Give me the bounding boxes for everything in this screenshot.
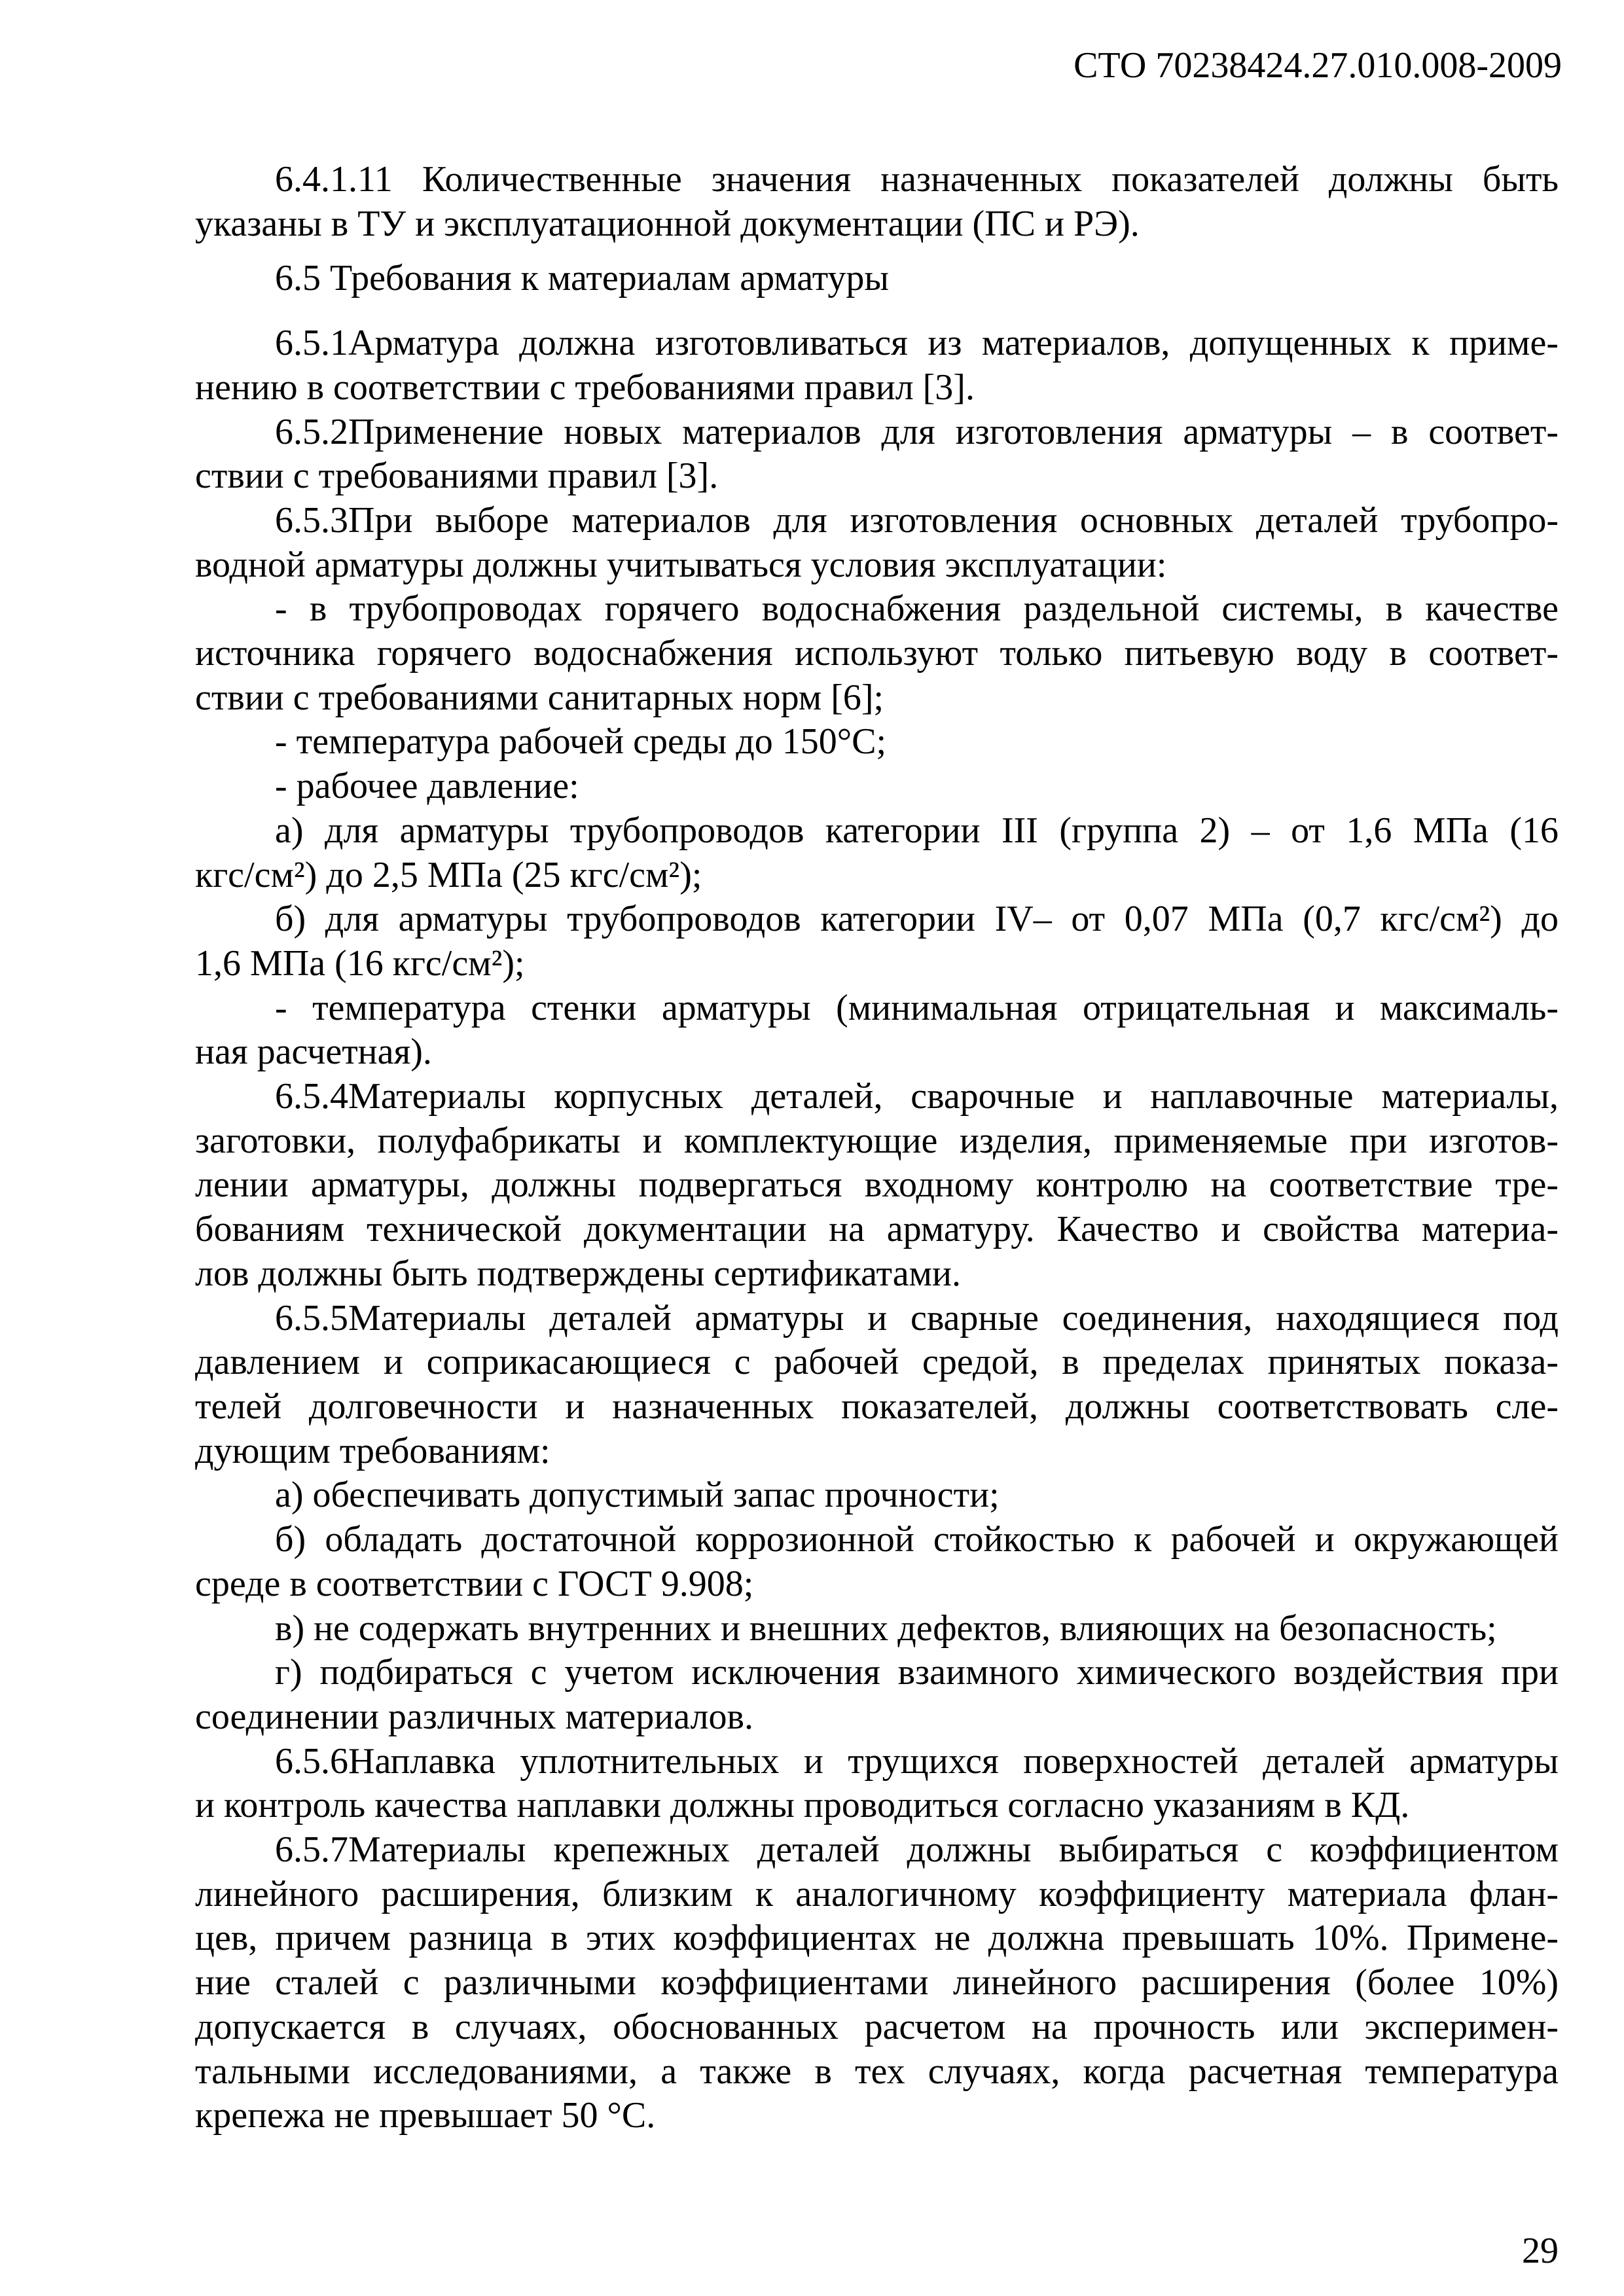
text-line: крепежа не превышает 50 °С.: [195, 2095, 656, 2136]
text-line: - температура рабочей среды до 150°С;: [275, 721, 887, 762]
paragraph: [195, 720, 1559, 764]
text-line: цев, причем разница в этих коэффициентах не должна превышать 10%. Примене-: [195, 1918, 1559, 1959]
paragraph: [195, 1740, 1559, 1828]
text-line: ная расчетная).: [195, 1031, 432, 1073]
text-line: 6.5.6Наплавка уплотнительных и трущихся поверхностей деталей арматуры: [275, 1740, 1559, 1782]
text-line: г) подбираться с учетом исключения взаимного химического воздействия при: [275, 1652, 1559, 1693]
text-line: 6.5.1Арматура должна изготовливаться из материалов, допущенных к приме-: [275, 323, 1559, 364]
text-line: б) обладать достаточной коррозионной стойкостью к рабочей и окружающей: [275, 1519, 1559, 1560]
paragraph: [195, 1518, 1559, 1606]
paragraph: [195, 897, 1559, 986]
text-line: 6.4.1.11 Количественные значения назначенных показателей должны быть: [275, 159, 1559, 200]
text-line: - в трубопроводах горячего водоснабжения раздельной системы, в качестве: [275, 588, 1559, 630]
document-code-header: СТО 70238424.27.010.008-2009: [1074, 45, 1562, 86]
text-line: а) обеспечивать допустимый запас прочности;: [275, 1475, 1000, 1516]
text-line: ние сталей с различными коэффициентами линейного расширения (более 10%): [195, 1962, 1559, 2003]
paragraph: [195, 587, 1559, 720]
paragraph: [195, 1473, 1559, 1518]
text-line: источника горячего водоснабжения используют только питьевую воду в соответ-: [195, 633, 1559, 674]
document-body: [195, 158, 1559, 2138]
page-number: 29: [1522, 2231, 1559, 2271]
text-line: бованиям технической документации на арматуру. Качество и свойства материа-: [195, 1209, 1559, 1250]
text-line: тальными исследованиями, а также в тех случаях, когда расчетная температура: [195, 2051, 1559, 2092]
text-line: ствии с требованиями правил [3].: [195, 456, 719, 497]
paragraph: [195, 1607, 1559, 1651]
paragraph: [195, 1297, 1559, 1474]
text-line: указаны в ТУ и эксплуатационной документации (ПС и РЭ).: [195, 203, 1140, 244]
text-line: - рабочее давление:: [275, 766, 579, 807]
paragraph: [195, 1075, 1559, 1297]
paragraph: [195, 158, 1559, 246]
paragraph: [195, 499, 1559, 587]
text-line: - температура стенки арматуры (минимальная отрицательная и максималь-: [275, 987, 1559, 1028]
text-line: нению в соответствии с требованиями правил [3].: [195, 367, 975, 408]
text-line: телей долговечности и назначенных показателей, должны соответствовать сле-: [195, 1386, 1559, 1427]
text-line: лении арматуры, должны подвергаться входному контролю на соответствие тре-: [195, 1164, 1559, 1206]
paragraph: [195, 321, 1559, 410]
paragraph: [195, 764, 1559, 809]
text-line: заготовки, полуфабрикаты и комплектующие изделия, применяемые при изготов-: [195, 1120, 1559, 1161]
text-line: 6.5.2Применение новых материалов для изготовления арматуры – в соответ-: [275, 411, 1559, 452]
text-line: соединении различных материалов.: [195, 1696, 753, 1737]
text-line: водной арматуры должны учитываться условия эксплуатации:: [195, 544, 1167, 585]
text-line: 1,6 МПа (16 кгс/см²);: [195, 942, 525, 984]
text-line: лов должны быть подтверждены сертификатами.: [195, 1253, 961, 1294]
text-line: и контроль качества наплавки должны проводиться согласно указаниям в КД.: [195, 1785, 1410, 1826]
paragraph: [195, 1828, 1559, 2138]
text-line: дующим требованиям:: [195, 1430, 550, 1471]
text-line: в) не содержать внутренних и внешних дефектов, влияющих на безопасность;: [275, 1607, 1497, 1649]
text-line: 6.5.4Материалы корпусных деталей, сварочные и наплавочные материалы,: [275, 1076, 1559, 1117]
paragraph: [195, 986, 1559, 1075]
text-line: 6.5.3При выборе материалов для изготовления основных деталей трубопро-: [275, 499, 1559, 541]
text-line: среде в соответствии с ГОСТ 9.908;: [195, 1563, 754, 1604]
text-line: давлением и соприкасающиеся с рабочей средой, в пределах принятых показа-: [195, 1342, 1559, 1383]
text-line: 6.5 Требования к материалам арматуры: [275, 258, 890, 299]
text-line: 6.5.7Материалы крепежных деталей должны выбираться с коэффициентом: [275, 1829, 1559, 1871]
paragraph: [195, 410, 1559, 499]
text-line: б) для арматуры трубопроводов категории IV– от 0,07 МПа (0,7 кгс/см²) до: [275, 899, 1559, 940]
text-line: линейного расширения, близким к аналогичному коэффициенту материала флан-: [195, 1873, 1559, 1914]
paragraph: [195, 809, 1559, 897]
text-line: 6.5.5Материалы деталей арматуры и сварные соединения, находящиеся под: [275, 1297, 1559, 1338]
text-line: кгс/см²) до 2,5 МПа (25 кгс/см²);: [195, 854, 702, 895]
paragraph: [195, 1651, 1559, 1739]
text-line: ствии с требованиями санитарных норм [6];: [195, 677, 884, 718]
text-line: допускается в случаях, обоснованных расчетом на прочность или эксперимен-: [195, 2006, 1559, 2047]
paragraph: [195, 257, 1559, 301]
text-line: а) для арматуры трубопроводов категории III (группа 2) – от 1,6 МПа (16: [275, 810, 1559, 851]
